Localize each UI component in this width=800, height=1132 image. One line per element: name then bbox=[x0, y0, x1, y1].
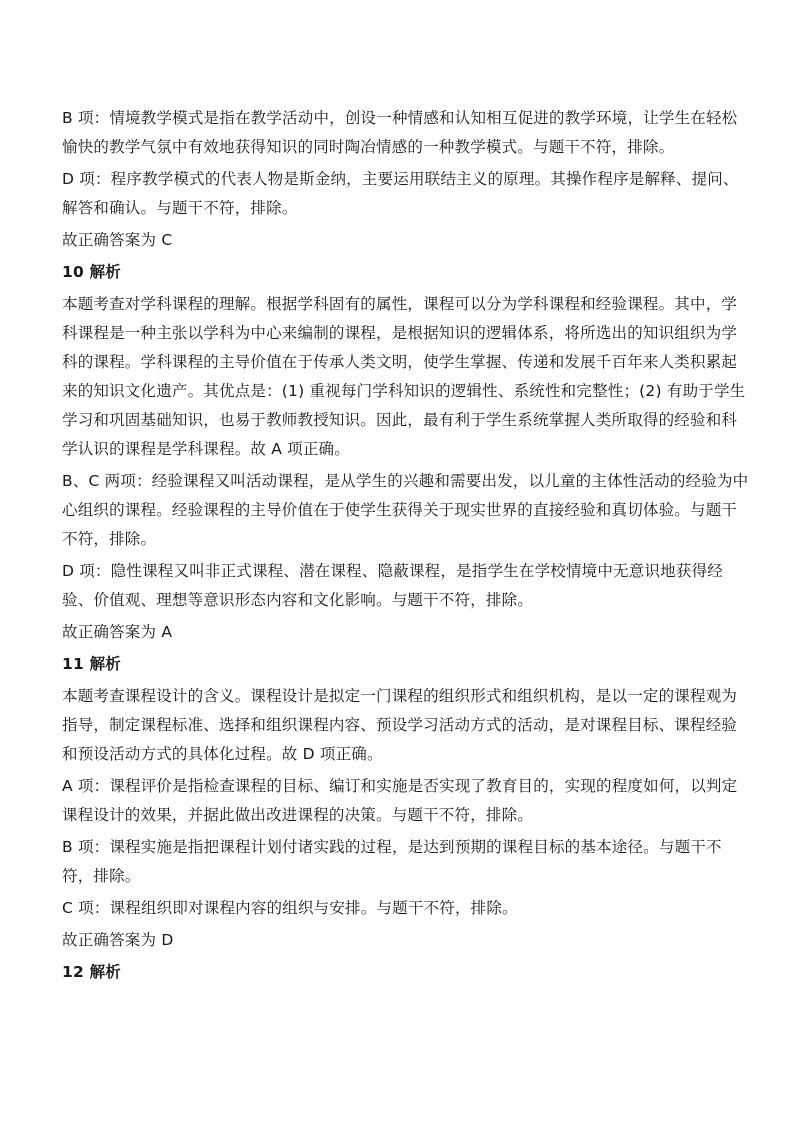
analysis-paragraph: 本题考查对学科课程的理解。根据学科固有的属性，课程可以分为学科课程和经验课程。其中，学科课程是一种主张以学科为中心来编制的课程，是根据知识的逻辑体系，将所选出的知识组织为学科的课程。学科课程的主导价值在于传承人类文明，使学生掌握、传递和发展千百年来人类积累起来的知识文化遗产。其优点是：(1) 重视每门学科知识的逻辑性、系统性和完整性；(2) 有助于学生学习和巩固基础知识，也易于教师教授知识。因此，最有利于学生系统掌握人类所取得的经验和科学认识的课程是学科课程。故 A 项正确。 bbox=[62, 295, 746, 458]
section-heading: 11 解析 bbox=[62, 655, 121, 673]
correct-answer: 故正确答案为 D bbox=[62, 931, 174, 949]
option-b-explanation: B 项：课程实施是指把课程计划付诸实践的过程，是达到预期的课程目标的基本途径。与题干不符，排除。 bbox=[62, 838, 722, 885]
option-c-explanation: C 项：课程组织即对课程内容的组织与安排。与题干不符，排除。 bbox=[62, 899, 518, 917]
section-heading: 12 解析 bbox=[62, 963, 121, 981]
option-b-explanation: B 项：情境教学模式是指在教学活动中，创设一种情感和认知相互促进的教学环境，让学生在轻松愉快的教学气氛中有效地获得知识的同时陶冶情感的一种教学模式。与题干不符，排除。 bbox=[62, 109, 738, 156]
option-d-explanation: D 项：隐性课程又叫非正式课程、潜在课程、隐蔽课程，是指学生在学校情境中无意识地获得经验、价值观、理想等意识形态内容和文化影响。与题干不符，排除。 bbox=[62, 562, 723, 609]
correct-answer: 故正确答案为 A bbox=[62, 623, 173, 641]
option-bc-explanation: B、C 两项：经验课程又叫活动课程，是从学生的兴趣和需要出发，以儿童的主体性活动的经验为中心组织的课程。经验课程的主导价值在于使学生获得关于现实世界的直接经验和真切体验。与题干不符，排除。 bbox=[62, 472, 749, 548]
analysis-paragraph: 本题考查课程设计的含义。课程设计是拟定一门课程的组织形式和组织机构，是以一定的课程观为指导，制定课程标准、选择和组织课程内容、预设学习活动方式的活动，是对课程目标、课程经验和预设活动方式的具体化过程。故 D 项正确。 bbox=[62, 687, 738, 763]
correct-answer: 故正确答案为 C bbox=[62, 231, 173, 249]
document-body bbox=[62, 104, 750, 990]
option-d-explanation: D 项：程序教学模式的代表人物是斯金纳，主要运用联结主义的原理。其操作程序是解释、提问、解答和确认。与题干不符，排除。 bbox=[62, 170, 739, 217]
option-a-explanation: A 项：课程评价是指检查课程的目标、编订和实施是否实现了教育目的，实现的程度如何，以判定课程设计的效果，并据此做出改进课程的决策。与题干不符，排除。 bbox=[62, 777, 738, 824]
section-heading: 10 解析 bbox=[62, 263, 121, 281]
